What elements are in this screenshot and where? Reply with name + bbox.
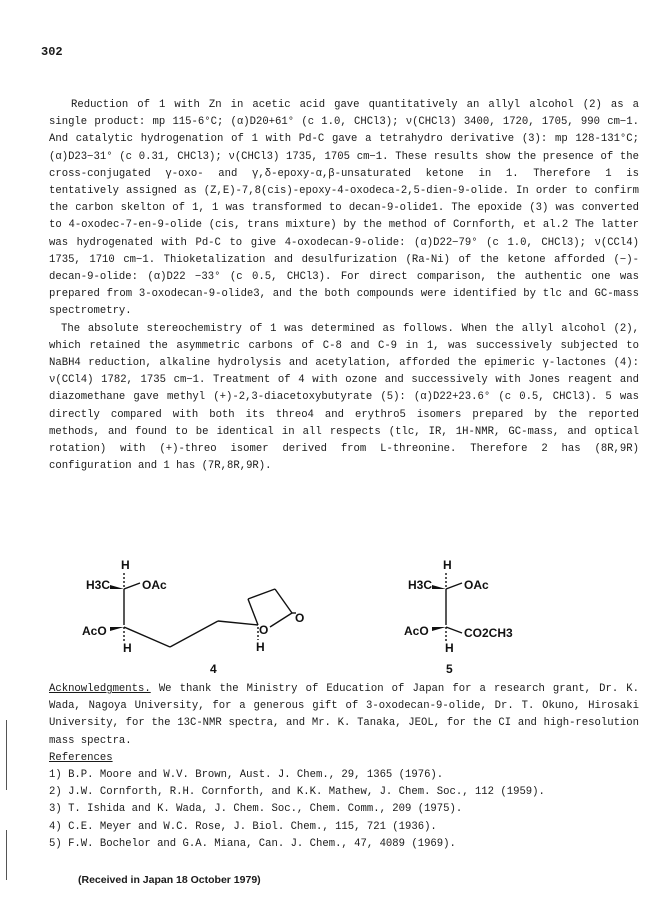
c4-o-ring: O bbox=[259, 623, 269, 637]
margin-mark-upper bbox=[6, 720, 7, 790]
compound-5-label: 5 bbox=[446, 662, 453, 676]
c4-h-top: H bbox=[121, 558, 130, 572]
reference-item: 1) B.P. Moore and W.V. Brown, Aust. J. Chem., 29, 1365 (1976). bbox=[49, 769, 444, 782]
c4-aco: AcO bbox=[82, 624, 107, 638]
c4-h-bottom: H bbox=[123, 641, 132, 655]
margin-mark-lower bbox=[6, 830, 7, 880]
references-heading: References bbox=[49, 751, 113, 764]
back-matter bbox=[49, 681, 639, 853]
c4-oac: OAc bbox=[142, 578, 167, 592]
structure-figure bbox=[70, 555, 610, 680]
c5-h3c: H3C bbox=[408, 578, 433, 592]
received-date: (Received in Japan 18 October 1979) bbox=[78, 874, 261, 886]
c5-aco: AcO bbox=[404, 624, 429, 638]
c5-h-bottom: H bbox=[445, 641, 454, 655]
c4-h-ring: H bbox=[256, 640, 265, 654]
acknowledgments-heading: Acknowledgments. bbox=[49, 683, 151, 695]
compound-4-label: 4 bbox=[210, 662, 217, 676]
acknowledgments bbox=[49, 681, 639, 750]
main-text bbox=[49, 97, 639, 475]
compound-4-structure bbox=[82, 558, 304, 676]
reference-item: 3) T. Ishida and K. Wada, J. Chem. Soc., Chem. Comm., 209 (1975). bbox=[49, 803, 463, 816]
c4-o-carbonyl: O bbox=[295, 611, 305, 625]
reference-item: 5) F.W. Bochelor and G.A. Miana, Can. J. Chem., 47, 4089 (1969). bbox=[49, 837, 456, 850]
compound-5-structure bbox=[404, 558, 513, 676]
paragraph-stereochemistry: The absolute stereochemistry of 1 was determined as follows. When the allyl alcohol (2), which retained the asymmetric carbons of C-8 and C-9 in 1, was successively subjected to NaBH4 reduction, alkaline hydrolysis and acetylation, afforded the epimeric γ-lactones (4): ν(CCl4) 1782, 1735 cm−1. Treatment of 4 with ozone and successively with Jones reagent and diazomethane gave methyl (+)-2,3-diacetoxybutyrate (5): (α)D22+23.6° (c 0.5, CHCl3). 5 was directly compared with both its threo4 and erythro5 isomers prepared by the reported methods, and found to be identical in all respects (tlc, IR, 1H-NMR, GC-mass, and optical rotation) with (+)-threo isomer derived from L-threonine. Therefore 2 has (8R,9R) configuration and 1 has (7R,8R,9R). bbox=[49, 322, 639, 473]
page-number: 302 bbox=[41, 45, 63, 59]
acknowledgments-text: We thank the Ministry of Education of Japan for a research grant, Dr. K. Wada, Nagoya University, for a generous gift of 3-oxodecan-9-olide, Dr. T. Okuno, Hirosaki University, for the 13C-NMR spectra, and Mr. K. Tanaka, JEOL, for the CI and high-resolution mass spectra. bbox=[49, 683, 639, 747]
reference-list bbox=[49, 767, 639, 853]
reference-item: 4) C.E. Meyer and W.C. Rose, J. Biol. Chem., 115, 721 (1936). bbox=[49, 820, 437, 833]
c5-co2ch3: CO2CH3 bbox=[464, 626, 513, 640]
c5-h-top: H bbox=[443, 558, 452, 572]
paragraph-reduction: Reduction of 1 with Zn in acetic acid gave quantitatively an allyl alcohol (2) as a single product: mp 115-6°C; (α)D20+61° (c 1.0, CHCl3); ν(CHCl3) 3400, 1720, 1705, 990 cm−1. And catalytic hydrogenation of 1 with Pd-C gave a tetrahydro derivative (3): mp 128-131°C; (α)D23−31° (c 0.31, CHCl3); ν(CHCl3) 1735, 1705 cm−1. These results show the presence of the cross-conjugated γ-oxo- and γ,δ-epoxy-α,β-unsaturated ketone in 1. Therefore 1 is tentatively assigned as (Z,E)-7,8(cis)-epoxy-4-oxodeca-2,5-dien-9-olide. In order to confirm the carbon skelton of 1, 1 was transformed to decan-9-olide1. The epoxide (3) was converted to 4-oxodec-7-en-9-olide (cis, trans mixture) by the method of Cornforth, et al.2 The latter was hydrogenated with Pd-C to give 4-oxodecan-9-olide: (α)D22−79° (c 1.0, CHCl3); ν(CCl4) 1735, 1710 cm−1. Thioketalization and desulfurization (Ra-Ni) of the ketone afforded (−)-decan-9-olide: (α)D22 −33° (c 0.5, CHCl3). For direct comparison, the authentic one was prepared from 3-oxodecan-9-olide3, and the both compounds were identified by tlc and GC-mass spectrometry. bbox=[49, 99, 639, 318]
reference-item: 2) J.W. Cornforth, R.H. Cornforth, and K.K. Mathew, J. Chem. Soc., 112 (1959). bbox=[49, 786, 545, 799]
c4-h3c: H3C bbox=[86, 578, 111, 592]
c5-oac: OAc bbox=[464, 578, 489, 592]
